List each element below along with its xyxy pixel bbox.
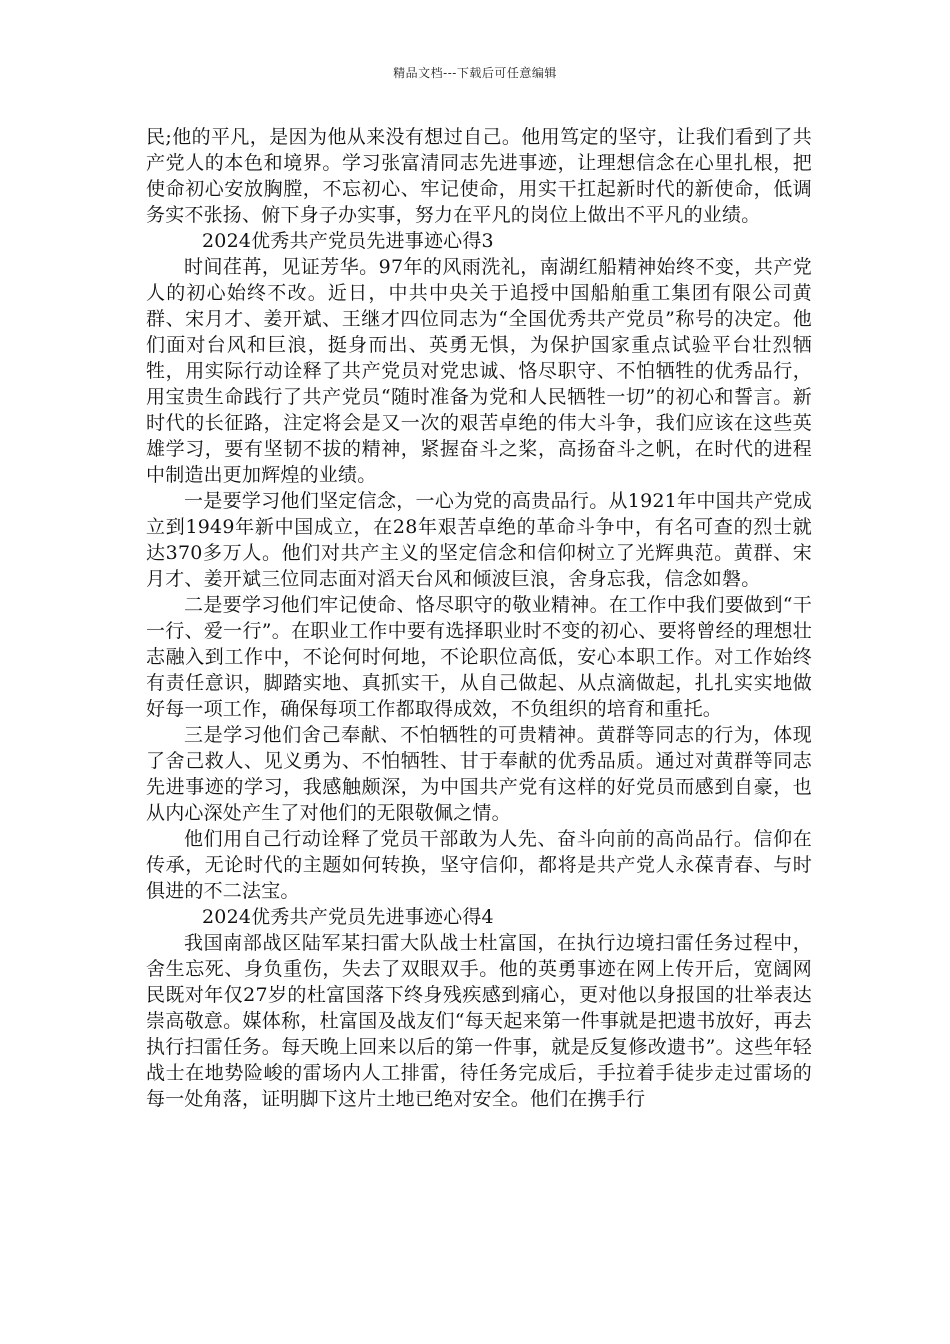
section-heading-4: 2024优秀共产党员先进事迹心得4 (202, 906, 494, 928)
document-body (146, 124, 812, 1112)
paragraph: 一是要学习他们坚定信念，一心为党的高贵品行。从1921年中国共产党成立到1949年新中国成立，在28年艰苦卓绝的革命斗争中，有名可查的烈士就达370多万人。他们对共产主义的坚定信念和信仰树立了光辉典范。黄群、宋月才、姜开斌三位同志面对滔天台风和倾波巨浪，舍身忘我，信念如磐。 (146, 490, 812, 590)
paragraph: 他们用自己行动诠释了党员干部敢为人先、奋斗向前的高尚品行。信仰在传承，无论时代的主题如何转换，坚守信仰，都将是共产党人永葆青春、与时俱进的不二法宝。 (146, 828, 812, 902)
paragraph-continued: 民;他的平凡，是因为他从来没有想过自己。他用笃定的坚守，让我们看到了共产党人的本色和境界。学习张富清同志先进事迹，让理想信念在心里扎根，把使命初心安放胸膛，不忘初心、牢记使命，用实干扛起新时代的新使命，低调务实不张扬、俯下身子办实事，努力在平凡的岗位上做出不平凡的业绩。 (146, 126, 812, 226)
paragraph: 二是要学习他们牢记使命、恪尽职守的敬业精神。在工作中我们要做到“干一行、爱一行”。在职业工作中要有选择职业时不变的初心、要将曾经的理想壮志融入到工作中，不论何时何地，不论职位高低，安心本职工作。对工作始终有责任意识，脚踏实地、真抓实干，从自己做起、从点滴做起，扎扎实实地做好每一项工作，确保每项工作都取得成效，不负组织的培育和重托。 (146, 594, 812, 720)
paragraph: 时间荏苒，见证芳华。97年的风雨洗礼，南湖红船精神始终不变，共产党人的初心始终不改。近日，中共中央关于追授中国船舶重工集团有限公司黄群、宋月才、姜开斌、王继才四位同志为“全国优秀共产党员”称号的决定。他们面对台风和巨浪，挺身而出、英勇无惧，为保护国家重点试验平台壮烈牺牲，用实际行动诠释了共产党员对党忠诚、恪尽职守、不怕牺牲的优秀品行，用宝贵生命践行了共产党员“随时准备为党和人民牺牲一切”的初心和誓言。新时代的长征路，注定将会是又一次的艰苦卓绝的伟大斗争，我们应该在这些英雄学习，要有坚韧不拔的精神，紧握奋斗之桨，高扬奋斗之帆，在时代的进程中制造出更加辉煌的业绩。 (146, 256, 812, 486)
section-heading-3: 2024优秀共产党员先进事迹心得3 (202, 230, 494, 252)
paragraph: 我国南部战区陆军某扫雷大队战士杜富国，在执行边境扫雷任务过程中，舍生忘死、身负重伤，失去了双眼双手。他的英勇事迹在网上传开后，宽阔网民既对年仅27岁的杜富国落下终身残疾感到痛心，更对他以身报国的壮举表达崇高敬意。媒体称，杜富国及战友们“每天起来第一件事就是把遗书放好，再去执行扫雷任务。每天晚上回来以后的第一件事，就是反复修改遗书”。这些年轻战士在地势险峻的雷场内人工排雷，待任务完成后，手拉着手徒步走过雷场的每一处角落，证明脚下这片土地已绝对安全。他们在携手行 (146, 932, 812, 1110)
page-header: 精品文档---下载后可任意编辑 (393, 66, 557, 80)
paragraph: 三是学习他们舍己奉献、不怕牺牲的可贵精神。黄群等同志的行为，体现了舍己救人、见义勇为、不怕牺牲、甘于奉献的优秀品质。通过对黄群等同志先进事迹的学习，我感触颇深，为中国共产党有这样的好党员而感到自豪，也从内心深处产生了对他们的无限敬佩之情。 (146, 724, 812, 824)
